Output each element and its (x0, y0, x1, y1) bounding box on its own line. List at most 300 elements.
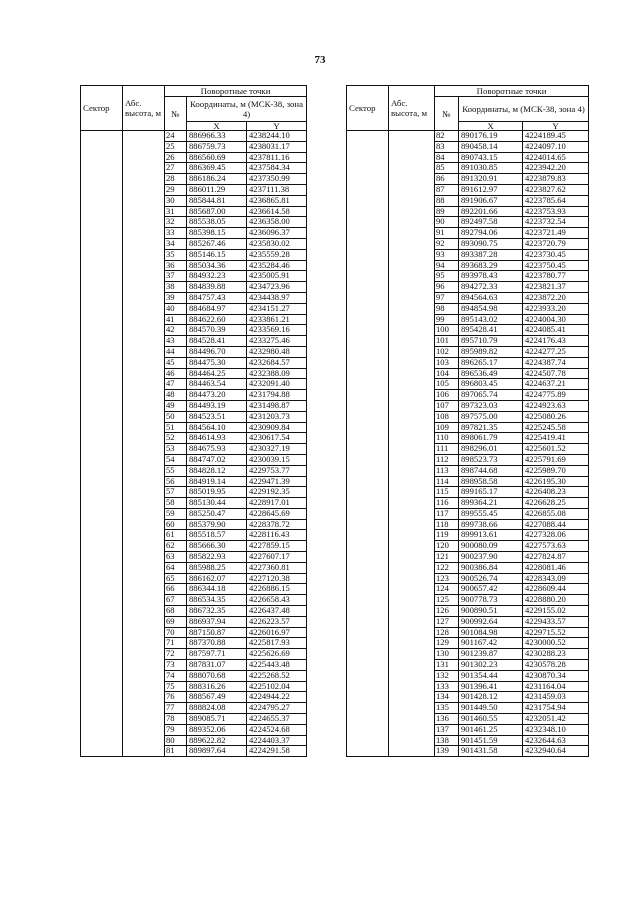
coordinates-table-right (346, 85, 589, 757)
x-coordinate-cell: 898061.79 (459, 433, 523, 444)
x-coordinate-cell: 892201.66 (459, 206, 523, 217)
x-coordinate-cell: 884684.97 (187, 303, 247, 314)
x-coordinate-cell: 888316.26 (187, 681, 247, 692)
altitude-header: Абс. высота, м (123, 86, 165, 131)
point-number-cell: 54 (165, 454, 187, 465)
x-coordinate-cell: 894272.33 (459, 282, 523, 293)
x-coordinate-cell: 885398.15 (187, 228, 247, 239)
point-number-cell: 52 (165, 433, 187, 444)
y-coordinate-cell: 4230039.15 (247, 454, 307, 465)
x-coordinate-cell: 901167.42 (459, 638, 523, 649)
x-coordinate-cell: 884463.54 (187, 379, 247, 390)
x-coordinate-cell: 901461.25 (459, 724, 523, 735)
x-coordinate-cell: 900778.73 (459, 595, 523, 606)
point-number-cell: 46 (165, 368, 187, 379)
point-number-cell: 135 (435, 703, 459, 714)
y-coordinate-cell: 4223780.77 (523, 271, 589, 282)
x-coordinate-cell: 897575.00 (459, 411, 523, 422)
y-coordinate-cell: 4227120.38 (247, 573, 307, 584)
y-coordinate-cell: 4224189.45 (523, 131, 589, 142)
x-coordinate-cell: 891612.97 (459, 184, 523, 195)
x-coordinate-cell: 884747.02 (187, 454, 247, 465)
y-coordinate-cell: 4223720.79 (523, 238, 589, 249)
y-coordinate-cell: 4223827.62 (523, 184, 589, 195)
y-coordinate-cell: 4229753.77 (247, 465, 307, 476)
point-number-cell: 39 (165, 292, 187, 303)
x-coordinate-cell: 901460.55 (459, 714, 523, 725)
y-coordinate-cell: 4237350.99 (247, 174, 307, 185)
x-coordinate-cell: 884622.60 (187, 314, 247, 325)
y-coordinate-cell: 4232388.09 (247, 368, 307, 379)
point-number-cell: 53 (165, 444, 187, 455)
x-coordinate-cell: 895143.02 (459, 314, 523, 325)
x-coordinate-cell: 887150.87 (187, 627, 247, 638)
altitude-header: Абс. высота, м (389, 86, 435, 131)
point-number-cell: 99 (435, 314, 459, 325)
point-number-cell: 90 (435, 217, 459, 228)
x-coordinate-cell: 885379.90 (187, 519, 247, 530)
point-number-cell: 29 (165, 184, 187, 195)
point-number-cell: 26 (165, 152, 187, 163)
x-coordinate-cell: 891320.91 (459, 174, 523, 185)
x-coordinate-cell: 897065.74 (459, 390, 523, 401)
x-coordinate-cell: 886344.18 (187, 584, 247, 595)
y-coordinate-cell: 4231164.04 (523, 681, 589, 692)
y-coordinate-cell: 4232980.48 (247, 346, 307, 357)
x-coordinate-cell: 900526.74 (459, 573, 523, 584)
point-number-cell: 36 (165, 260, 187, 271)
x-coordinate-cell: 889897.64 (187, 746, 247, 757)
y-coordinate-cell: 4233569.16 (247, 325, 307, 336)
point-number-cell: 57 (165, 487, 187, 498)
point-number-cell: 27 (165, 163, 187, 174)
x-coordinate-cell: 886162.07 (187, 573, 247, 584)
point-number-cell: 136 (435, 714, 459, 725)
point-number-cell: 98 (435, 303, 459, 314)
x-coordinate-cell: 901354.44 (459, 670, 523, 681)
sector-cell (81, 131, 123, 757)
point-number-cell: 64 (165, 562, 187, 573)
point-number-cell: 110 (435, 433, 459, 444)
point-number-cell: 40 (165, 303, 187, 314)
y-coordinate-cell: 4224176.43 (523, 336, 589, 347)
y-coordinate-cell: 4230870.34 (523, 670, 589, 681)
y-coordinate-cell: 4228343.09 (523, 573, 589, 584)
y-coordinate-cell: 4224291.58 (247, 746, 307, 757)
x-coordinate-cell: 893978.43 (459, 271, 523, 282)
x-header: X (187, 122, 247, 131)
y-coordinate-cell: 4228116.43 (247, 530, 307, 541)
x-coordinate-cell: 886732.35 (187, 606, 247, 617)
point-number-cell: 76 (165, 692, 187, 703)
point-number-cell: 28 (165, 174, 187, 185)
point-number-cell: 101 (435, 336, 459, 347)
y-coordinate-cell: 4224085.41 (523, 325, 589, 336)
y-coordinate-cell: 4232348.10 (523, 724, 589, 735)
x-coordinate-cell: 900657.42 (459, 584, 523, 595)
y-coordinate-cell: 4235559.28 (247, 249, 307, 260)
point-number-cell: 97 (435, 292, 459, 303)
point-number-cell: 43 (165, 336, 187, 347)
number-header: № (165, 97, 187, 131)
point-number-cell: 80 (165, 735, 187, 746)
x-coordinate-cell: 901431.58 (459, 746, 523, 757)
point-number-cell: 82 (435, 131, 459, 142)
point-number-cell: 95 (435, 271, 459, 282)
turning-points-header: Поворотные точки (435, 86, 589, 97)
y-coordinate-cell: 4226408.23 (523, 487, 589, 498)
point-number-cell: 92 (435, 238, 459, 249)
y-coordinate-cell: 4231203.73 (247, 411, 307, 422)
point-number-cell: 115 (435, 487, 459, 498)
coordinates-header: Координаты, м (МСК-38, зона 4) (187, 97, 307, 122)
x-coordinate-cell: 885146.15 (187, 249, 247, 260)
x-coordinate-cell: 885822.93 (187, 552, 247, 563)
y-coordinate-cell: 4223730.45 (523, 249, 589, 260)
y-coordinate-cell: 4231459.03 (523, 692, 589, 703)
y-coordinate-cell: 4230288.23 (523, 649, 589, 660)
x-coordinate-cell: 886011.29 (187, 184, 247, 195)
y-coordinate-cell: 4234723.96 (247, 282, 307, 293)
point-number-cell: 128 (435, 627, 459, 638)
y-header: Y (523, 122, 589, 131)
point-number-cell: 63 (165, 552, 187, 563)
x-coordinate-cell: 885988.25 (187, 562, 247, 573)
x-coordinate-cell: 901449.50 (459, 703, 523, 714)
point-number-cell: 91 (435, 228, 459, 239)
y-coordinate-cell: 4228917.01 (247, 498, 307, 509)
point-number-cell: 131 (435, 660, 459, 671)
point-number-cell: 96 (435, 282, 459, 293)
sector-header: Сектор (81, 86, 123, 131)
point-number-cell: 67 (165, 595, 187, 606)
x-coordinate-cell: 900386.84 (459, 562, 523, 573)
x-coordinate-cell: 895710.79 (459, 336, 523, 347)
x-coordinate-cell: 896536.49 (459, 368, 523, 379)
point-number-cell: 133 (435, 681, 459, 692)
point-number-cell: 130 (435, 649, 459, 660)
y-coordinate-cell: 4228880.20 (523, 595, 589, 606)
x-coordinate-cell: 884493.19 (187, 400, 247, 411)
point-number-cell: 127 (435, 616, 459, 627)
x-coordinate-cell: 892794.06 (459, 228, 523, 239)
x-coordinate-cell: 888567.49 (187, 692, 247, 703)
y-coordinate-cell: 4232684.57 (247, 357, 307, 368)
y-coordinate-cell: 4225817.93 (247, 638, 307, 649)
y-coordinate-cell: 4233861.21 (247, 314, 307, 325)
y-coordinate-cell: 4224655.37 (247, 714, 307, 725)
point-number-cell: 48 (165, 390, 187, 401)
altitude-cell (123, 131, 165, 757)
point-number-cell: 81 (165, 746, 187, 757)
point-number-cell: 55 (165, 465, 187, 476)
x-coordinate-cell: 885019.95 (187, 487, 247, 498)
y-coordinate-cell: 4228081.46 (523, 562, 589, 573)
x-coordinate-cell: 893683.29 (459, 260, 523, 271)
point-number-cell: 124 (435, 584, 459, 595)
point-number-cell: 102 (435, 346, 459, 357)
point-number-cell: 104 (435, 368, 459, 379)
x-coordinate-cell: 884496.70 (187, 346, 247, 357)
point-number-cell: 25 (165, 141, 187, 152)
point-number-cell: 94 (435, 260, 459, 271)
x-coordinate-cell: 901396.41 (459, 681, 523, 692)
x-coordinate-cell: 890176.19 (459, 131, 523, 142)
x-coordinate-cell: 897821.35 (459, 422, 523, 433)
point-number-cell: 79 (165, 724, 187, 735)
x-coordinate-cell: 889352.06 (187, 724, 247, 735)
y-coordinate-cell: 4226628.25 (523, 498, 589, 509)
point-number-cell: 122 (435, 562, 459, 573)
x-coordinate-cell: 900080.09 (459, 541, 523, 552)
y-coordinate-cell: 4235284.46 (247, 260, 307, 271)
point-number-cell: 44 (165, 346, 187, 357)
x-coordinate-cell: 901428.12 (459, 692, 523, 703)
y-coordinate-cell: 4235005.91 (247, 271, 307, 282)
y-coordinate-cell: 4224944.22 (247, 692, 307, 703)
point-number-cell: 72 (165, 649, 187, 660)
point-number-cell: 138 (435, 735, 459, 746)
point-number-cell: 41 (165, 314, 187, 325)
y-coordinate-cell: 4225989.70 (523, 465, 589, 476)
y-coordinate-cell: 4226886.15 (247, 584, 307, 595)
x-coordinate-cell: 901302.23 (459, 660, 523, 671)
x-coordinate-cell: 884475.30 (187, 357, 247, 368)
y-coordinate-cell: 4236358.00 (247, 217, 307, 228)
y-coordinate-cell: 4227573.63 (523, 541, 589, 552)
y-coordinate-cell: 4236096.37 (247, 228, 307, 239)
point-number-cell: 50 (165, 411, 187, 422)
point-number-cell: 109 (435, 422, 459, 433)
point-number-cell: 77 (165, 703, 187, 714)
point-number-cell: 88 (435, 195, 459, 206)
point-number-cell: 56 (165, 476, 187, 487)
y-coordinate-cell: 4230000.52 (523, 638, 589, 649)
x-coordinate-cell: 884675.93 (187, 444, 247, 455)
y-coordinate-cell: 4238031.17 (247, 141, 307, 152)
y-coordinate-cell: 4227360.81 (247, 562, 307, 573)
y-coordinate-cell: 4236614.58 (247, 206, 307, 217)
x-coordinate-cell: 895989.82 (459, 346, 523, 357)
x-coordinate-cell: 899555.45 (459, 508, 523, 519)
x-coordinate-cell: 884473.20 (187, 390, 247, 401)
y-coordinate-cell: 4233275.46 (247, 336, 307, 347)
point-number-cell: 60 (165, 519, 187, 530)
point-number-cell: 89 (435, 206, 459, 217)
y-coordinate-cell: 4224004.30 (523, 314, 589, 325)
point-number-cell: 71 (165, 638, 187, 649)
point-number-cell: 111 (435, 444, 459, 455)
x-coordinate-cell: 900237.90 (459, 552, 523, 563)
altitude-cell (389, 131, 435, 757)
x-coordinate-cell: 890458.14 (459, 141, 523, 152)
table-row (81, 131, 307, 142)
x-coordinate-cell: 884757.43 (187, 292, 247, 303)
x-coordinate-cell: 889622.82 (187, 735, 247, 746)
y-coordinate-cell: 4224524.68 (247, 724, 307, 735)
x-coordinate-cell: 893090.75 (459, 238, 523, 249)
x-coordinate-cell: 891030.85 (459, 163, 523, 174)
x-coordinate-cell: 886534.35 (187, 595, 247, 606)
page-number: 73 (314, 54, 326, 66)
y-coordinate-cell: 4229192.35 (247, 487, 307, 498)
point-number-cell: 58 (165, 498, 187, 509)
x-coordinate-cell: 889085.71 (187, 714, 247, 725)
y-coordinate-cell: 4223721.49 (523, 228, 589, 239)
y-coordinate-cell: 4229471.39 (247, 476, 307, 487)
y-coordinate-cell: 4223753.93 (523, 206, 589, 217)
point-number-cell: 61 (165, 530, 187, 541)
point-number-cell: 59 (165, 508, 187, 519)
point-number-cell: 87 (435, 184, 459, 195)
y-coordinate-cell: 4227328.06 (523, 530, 589, 541)
y-coordinate-cell: 4234438.97 (247, 292, 307, 303)
point-number-cell: 139 (435, 746, 459, 757)
y-coordinate-cell: 4231498.87 (247, 400, 307, 411)
x-coordinate-cell: 885666.30 (187, 541, 247, 552)
y-coordinate-cell: 4223933.20 (523, 303, 589, 314)
point-number-cell: 42 (165, 325, 187, 336)
x-coordinate-cell: 887370.88 (187, 638, 247, 649)
x-coordinate-cell: 884932.23 (187, 271, 247, 282)
point-number-cell: 103 (435, 357, 459, 368)
point-number-cell: 74 (165, 670, 187, 681)
point-number-cell: 116 (435, 498, 459, 509)
point-number-cell: 35 (165, 249, 187, 260)
y-coordinate-cell: 4229715.52 (523, 627, 589, 638)
point-number-cell: 31 (165, 206, 187, 217)
y-coordinate-cell: 4235830.02 (247, 238, 307, 249)
point-number-cell: 70 (165, 627, 187, 638)
y-coordinate-cell: 4224795.27 (247, 703, 307, 714)
y-coordinate-cell: 4225601.52 (523, 444, 589, 455)
point-number-cell: 118 (435, 519, 459, 530)
x-coordinate-cell: 897323.03 (459, 400, 523, 411)
point-number-cell: 62 (165, 541, 187, 552)
x-coordinate-cell: 894564.63 (459, 292, 523, 303)
point-number-cell: 129 (435, 638, 459, 649)
y-coordinate-cell: 4225102.04 (247, 681, 307, 692)
y-coordinate-cell: 4231754.94 (523, 703, 589, 714)
y-coordinate-cell: 4228378.72 (247, 519, 307, 530)
point-number-cell: 51 (165, 422, 187, 433)
x-coordinate-cell: 884528.41 (187, 336, 247, 347)
x-coordinate-cell: 885538.05 (187, 217, 247, 228)
point-number-cell: 121 (435, 552, 459, 563)
sector-cell (347, 131, 389, 757)
point-number-cell: 30 (165, 195, 187, 206)
y-coordinate-cell: 4224923.63 (523, 400, 589, 411)
point-number-cell: 73 (165, 660, 187, 671)
point-number-cell: 49 (165, 400, 187, 411)
y-coordinate-cell: 4227859.15 (247, 541, 307, 552)
y-coordinate-cell: 4236865.81 (247, 195, 307, 206)
point-number-cell: 66 (165, 584, 187, 595)
y-coordinate-cell: 4227607.17 (247, 552, 307, 563)
turning-points-header: Поворотные точки (165, 86, 307, 97)
y-coordinate-cell: 4232644.63 (523, 735, 589, 746)
x-coordinate-cell: 898958.58 (459, 476, 523, 487)
x-coordinate-cell: 886186.24 (187, 174, 247, 185)
point-number-cell: 126 (435, 606, 459, 617)
y-coordinate-cell: 4232940.64 (523, 746, 589, 757)
y-coordinate-cell: 4230578.28 (523, 660, 589, 671)
x-coordinate-cell: 899165.17 (459, 487, 523, 498)
point-number-cell: 47 (165, 379, 187, 390)
point-number-cell: 113 (435, 465, 459, 476)
x-coordinate-cell: 884464.25 (187, 368, 247, 379)
x-coordinate-cell: 885687.00 (187, 206, 247, 217)
point-number-cell: 69 (165, 616, 187, 627)
y-coordinate-cell: 4232091.40 (247, 379, 307, 390)
x-header: X (459, 122, 523, 131)
x-coordinate-cell: 884564.10 (187, 422, 247, 433)
x-coordinate-cell: 885130.44 (187, 498, 247, 509)
point-number-cell: 33 (165, 228, 187, 239)
y-coordinate-cell: 4224097.10 (523, 141, 589, 152)
y-coordinate-cell: 4225245.58 (523, 422, 589, 433)
x-coordinate-cell: 885034.36 (187, 260, 247, 271)
x-coordinate-cell: 888824.08 (187, 703, 247, 714)
point-number-cell: 123 (435, 573, 459, 584)
y-coordinate-cell: 4226855.08 (523, 508, 589, 519)
y-coordinate-cell: 4225626.69 (247, 649, 307, 660)
y-coordinate-cell: 4237111.38 (247, 184, 307, 195)
y-coordinate-cell: 4224637.21 (523, 379, 589, 390)
x-coordinate-cell: 884570.39 (187, 325, 247, 336)
x-coordinate-cell: 898744.68 (459, 465, 523, 476)
x-coordinate-cell: 888070.68 (187, 670, 247, 681)
x-coordinate-cell: 887831.07 (187, 660, 247, 671)
x-coordinate-cell: 898523.73 (459, 454, 523, 465)
coordinates-table-left (80, 85, 307, 757)
x-coordinate-cell: 900992.64 (459, 616, 523, 627)
y-header: Y (247, 122, 307, 131)
x-coordinate-cell: 900890.51 (459, 606, 523, 617)
point-number-cell: 37 (165, 271, 187, 282)
point-number-cell: 117 (435, 508, 459, 519)
point-number-cell: 38 (165, 282, 187, 293)
sector-header: Сектор (347, 86, 389, 131)
y-coordinate-cell: 4237584.34 (247, 163, 307, 174)
point-number-cell: 119 (435, 530, 459, 541)
point-number-cell: 32 (165, 217, 187, 228)
x-coordinate-cell: 884828.12 (187, 465, 247, 476)
point-number-cell: 83 (435, 141, 459, 152)
y-coordinate-cell: 4232051.42 (523, 714, 589, 725)
y-coordinate-cell: 4225080.26 (523, 411, 589, 422)
x-coordinate-cell: 884839.88 (187, 282, 247, 293)
x-coordinate-cell: 885267.46 (187, 238, 247, 249)
y-coordinate-cell: 4229433.57 (523, 616, 589, 627)
point-number-cell: 84 (435, 152, 459, 163)
y-coordinate-cell: 4224507.78 (523, 368, 589, 379)
point-number-cell: 106 (435, 390, 459, 401)
y-coordinate-cell: 4229155.02 (523, 606, 589, 617)
x-coordinate-cell: 886966.33 (187, 131, 247, 142)
y-coordinate-cell: 4223821.37 (523, 282, 589, 293)
y-coordinate-cell: 4226016.97 (247, 627, 307, 638)
y-coordinate-cell: 4230327.19 (247, 444, 307, 455)
y-coordinate-cell: 4238244.10 (247, 131, 307, 142)
x-coordinate-cell: 896265.17 (459, 357, 523, 368)
x-coordinate-cell: 885844.81 (187, 195, 247, 206)
point-number-cell: 114 (435, 476, 459, 487)
point-number-cell: 75 (165, 681, 187, 692)
y-coordinate-cell: 4223879.83 (523, 174, 589, 185)
y-coordinate-cell: 4228609.44 (523, 584, 589, 595)
x-coordinate-cell: 884614.93 (187, 433, 247, 444)
